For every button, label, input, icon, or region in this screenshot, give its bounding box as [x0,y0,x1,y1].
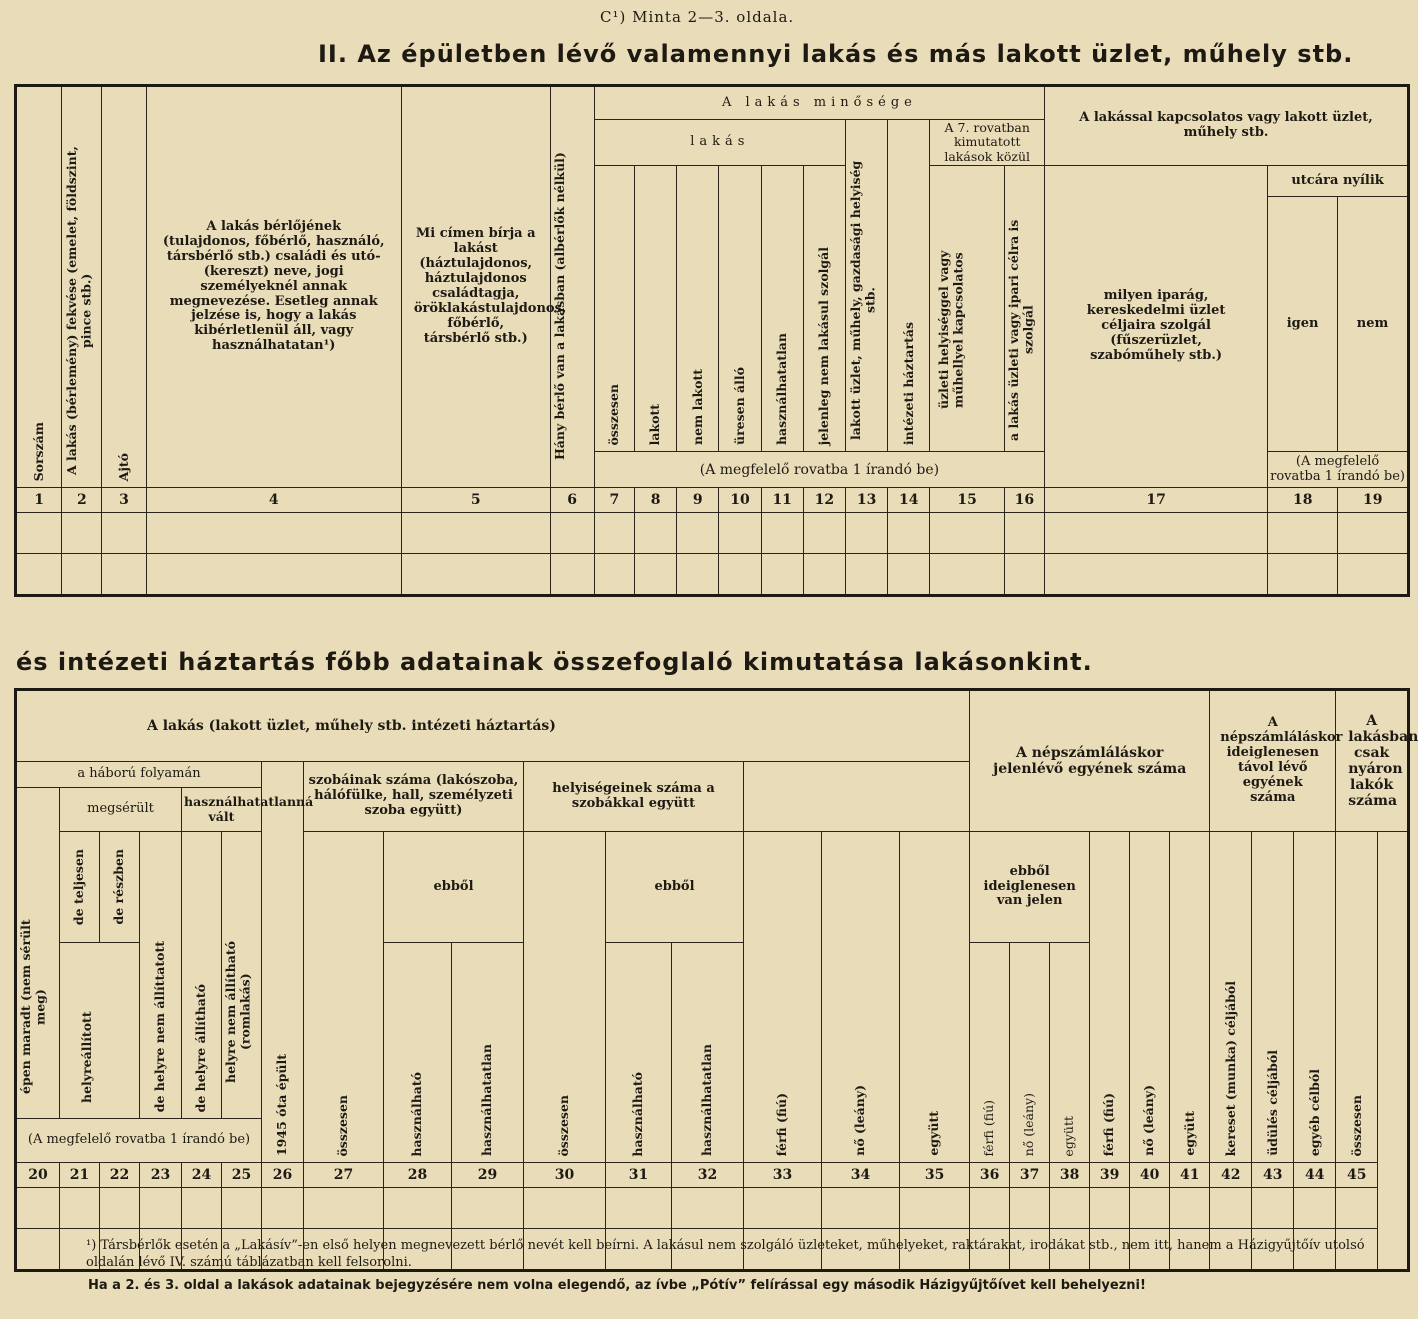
col-tavol-egyutt: együtt [1170,832,1210,1163]
num-30: 30 [524,1163,606,1188]
num-24: 24 [182,1163,222,1188]
col-sorszam: Sorszám [16,86,62,488]
title-bottom: és intézeti háztartás főbb adatainak összefoglaló kimutatása lakásonkint. [16,648,1093,676]
col-ep-maradt: épen maradt (nem sérült meg) [16,788,60,1119]
num-15: 15 [930,488,1004,513]
num-27: 27 [304,1163,384,1188]
num-37: 37 [1010,1163,1050,1188]
num-36: 36 [970,1163,1010,1188]
col-egyutt: együtt [900,832,970,1163]
szoba-ebbol: ebből [384,832,524,943]
szobainak-header: szobáinak száma (lakószoba, hálófülke, hall, személyzeti szoba együtt) [304,762,524,832]
num-10: 10 [719,488,761,513]
col-uzleti: üzleti helyiséggel vagy műhellyel kapcsolatos [930,166,1004,452]
col-kereset: kereset (munka) céljából [1210,832,1252,1163]
column-numbers-bottom [16,1163,1409,1188]
num-31: 31 [606,1163,672,1188]
title-top: II. Az épületben lévő valamennyi lakás és más lakott üzlet, műhely stb. [318,40,1354,68]
jelenlevo-header: A népszámláláskor jelenlévő egyének száma [970,690,1210,832]
col-intezeti: intézeti háztartás [888,120,930,452]
col-egyeb: egyéb célból [1294,832,1336,1163]
helyisegeinek-header: helyiségeinek száma a szobákkal együtt [524,762,744,832]
col-nyaron-osszesen: összesen [1336,832,1378,1163]
col-iparag: milyen iparág, kereskedelmi üzlet céljaira szolgál (fűszerüzlet, szabóműhely stb.) [1045,166,1268,488]
table-row[interactable] [16,1188,1409,1229]
col-nem-lakott: nem lakott [677,166,719,452]
header-line: C¹) Minta 2—3. oldala. [600,8,795,26]
column-numbers-top [16,488,1409,513]
num-9: 9 [677,488,719,513]
num-38: 38 [1050,1163,1090,1188]
col-ipari: a lakás üzleti vagy ipari célra is szolgál [1004,166,1044,452]
helyiseg-ebbol: ebből [606,832,744,943]
col-ota-epult: 1945 óta épült [262,762,304,1163]
num-21: 21 [60,1163,100,1188]
col-ferfi: férfi (fiú) [744,832,822,1163]
num-29: 29 [452,1163,524,1188]
col-de-teljesen: de teljesen [71,848,87,926]
megfelelo-note-2: (A megfelelő rovatba 1 írandó be) [1268,452,1409,488]
col-fekves: A lakás (bérlemény) fekvése (emelet, földszint, pince stb.) [62,86,102,488]
utcara-cell [1268,166,1409,452]
nyaron-header: A lakásban csak nyáron lakók száma [1336,690,1409,832]
col-ideig-no: nő (leány) [1010,943,1050,1163]
num-5: 5 [401,488,550,513]
num-26: 26 [262,1163,304,1188]
num-40: 40 [1130,1163,1170,1188]
col-nem-allitott: de helyre nem állíttatott [140,832,182,1119]
num-32: 32 [672,1163,744,1188]
minoseg-header: A lakás minősége [594,86,1044,120]
footnote-instruction: Ha a 2. és 3. oldal a lakások adatainak bejegyzésére nem volna elegendő, az ívbe „Pótív” felírással egy második Házigyűjtőívet kell behelyezni! [88,1278,1146,1293]
col-szoba-osszesen: összesen [304,832,384,1163]
num-20: 20 [16,1163,60,1188]
col-hasznalhatatlan: használhatatlan [761,166,803,452]
table-row[interactable] [16,554,1409,596]
col-helyreallitott: helyreállított [60,943,140,1119]
col-udules: üdülés céljából [1252,832,1294,1163]
table-top [14,84,1410,597]
utcara-header: utcára nyílik [1268,166,1407,197]
col-helyiseg-hasznalhatatlan: használhatatlan [672,943,744,1163]
num-34: 34 [822,1163,900,1188]
table-bottom [14,688,1418,1272]
num-41: 41 [1170,1163,1210,1188]
col-ideig-egyutt: együtt [1050,943,1090,1163]
col-no: nő (leány) [822,832,900,1163]
col-ajto: Ajtó [102,86,146,488]
num-8: 8 [634,488,676,513]
footnote: ¹) Társbérlők esetén a „Lakásív”-en első helyen megnevezett bérlő nevét kell beírni. A lakásul nem szolgáló üzleteket, műhelyeket, raktárakat, irodákat stb., nem itt, hanem a Házigyűjtőív utolsó oldalán lévő IV. számú táblázatban kell felsorolni. [86,1238,1365,1270]
col-uresen: üresen álló [719,166,761,452]
num-17: 17 [1045,488,1268,513]
num-19: 19 [1338,488,1409,513]
num-6: 6 [550,488,594,513]
col-alberlok: Hány bérlő van a lakásban (albérlők nélkül) [550,86,594,488]
num-12: 12 [803,488,845,513]
col-jelenleg: jelenleg nem lakásul szolgál [803,166,845,452]
num-7: 7 [594,488,634,513]
num-39: 39 [1090,1163,1130,1188]
num-25: 25 [222,1163,262,1188]
kapcsolatos-header: A lakással kapcsolatos vagy lakott üzlet, műhely stb. [1045,86,1409,166]
num-43: 43 [1252,1163,1294,1188]
megfelelo-note-bottom: (A megfelelő rovatba 1 írandó be) [16,1119,262,1163]
num-2: 2 [62,488,102,513]
num-1: 1 [16,488,62,513]
col-helyre-nem: helyre nem állítható (romlakás) [222,832,262,1119]
col-lakott-uzlet: lakott üzlet, műhely, gazdasági helyiség stb. [845,120,887,452]
col-de-reszben: de részben [111,849,127,925]
num-13: 13 [845,488,887,513]
num-3: 3 [102,488,146,513]
num-16: 16 [1004,488,1044,513]
ideiglenesen-header: ebből ideiglenesen van jelen [970,832,1090,943]
num-18: 18 [1268,488,1338,513]
num-42: 42 [1210,1163,1252,1188]
tavol-header: A népszámláláskor ideiglenesen távol lévő egyének száma [1210,690,1336,832]
num-33: 33 [744,1163,822,1188]
num-14: 14 [888,488,930,513]
rovat7-header: A 7. rovatban kimutatott lakások közül [930,120,1045,166]
haboru-header: a háború folyamán [16,762,262,788]
num-11: 11 [761,488,803,513]
col-helyre-allithato: de helyre állítható [182,832,222,1119]
col-ideig-ferfi: férfi (fiú) [970,943,1010,1163]
teljesen-reszben [60,832,140,943]
col-cim: Mi címen bírja a lakást (háztulajdonos, háztulajdonos családtagja, öröklakástulajdonos, főbérlő, társbérlő stb.) [401,86,550,488]
lakas-header: lakás [594,120,845,166]
num-44: 44 [1294,1163,1336,1188]
col-berlo: A lakás bérlőjének (tulajdonos, főbérlő, használó, társbérlő stb.) családi és utó- (kereszt) neve, jogi személyeknél annak megnevezése. Esetleg annak jelzése is, hogy a lakás kibérletlenül áll, vagy használhatatan¹) [146,86,401,488]
megserult-header: megsérült [60,788,182,832]
col-helyiseg-hasznalhato: használható [606,943,672,1163]
num-35: 35 [900,1163,970,1188]
table-row[interactable] [16,513,1409,554]
num-23: 23 [140,1163,182,1188]
num-22: 22 [100,1163,140,1188]
col-tavol-no: nő (leány) [1130,832,1170,1163]
megfelelo-note: (A megfelelő rovatba 1 írandó be) [594,452,1044,488]
num-45: 45 [1336,1163,1378,1188]
lakas-header-2: A lakás (lakott üzlet, műhely stb. intézeti háztartás) [16,690,970,762]
col-lakott: lakott [634,166,676,452]
col-hasznalhatatlan: használhatatlan [452,943,524,1163]
col-hasznalhato: használható [384,943,452,1163]
col-nem: nem [1356,315,1389,331]
num-4: 4 [146,488,401,513]
col-helyiseg-osszesen: összesen [524,832,606,1163]
col-igen: igen [1268,197,1338,451]
num-28: 28 [384,1163,452,1188]
hasznalhatatlanna-header: használhatatlanná vált [182,788,262,832]
col-osszesen: összesen [594,166,634,452]
col-tavol-ferfi: férfi (fiú) [1090,832,1130,1163]
